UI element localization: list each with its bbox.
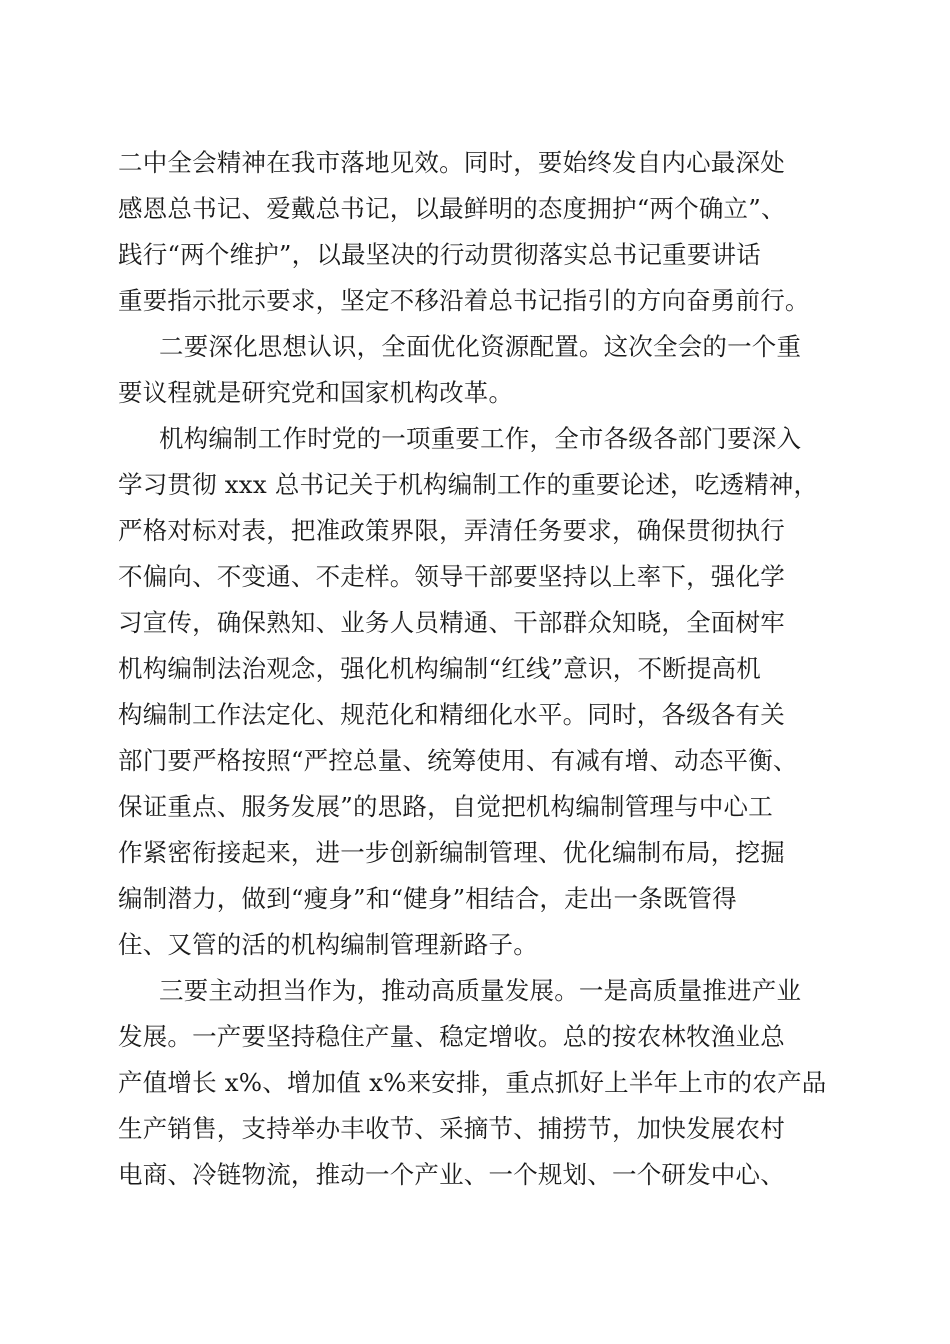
text-line: 不偏向、不变通、不走样。领导干部要坚持以上率下，强化学 — [118, 562, 785, 591]
text-line: 产值增长 x%、增加值 x%来安排，重点抓好上半年上市的农产品 — [118, 1068, 827, 1097]
text-line: 部门要严格按照“严控总量、统筹使用、有减有增、动态平衡、 — [118, 746, 798, 775]
paragraph-first-line: 二要深化思想认识，全面优化资源配置。这次全会的一个重 — [159, 332, 802, 361]
text-line: 习宣传，确保熟知、业务人员精通、干部群众知晓，全面树牢 — [118, 608, 785, 637]
text-line: 作紧密衔接起来，进一步创新编制管理、优化编制布局，挖掘 — [118, 838, 785, 867]
text-line: 严格对标对表，把准政策界限，弄清任务要求，确保贯彻执行 — [118, 516, 785, 545]
text-line: 学习贯彻 xxx 总书记关于机构编制工作的重要论述，吃透精神， — [118, 470, 819, 499]
text-line: 电商、冷链物流，推动一个产业、一个规划、一个研发中心、 — [118, 1160, 785, 1189]
text-line: 构编制工作法定化、规范化和精细化水平。同时，各级各有关 — [118, 700, 785, 729]
text-line: 保证重点、服务发展”的思路，自觉把机构编制管理与中心工 — [118, 792, 773, 821]
text-line: 践行“两个维护”，以最坚决的行动贯彻落实总书记重要讲话 — [118, 240, 761, 269]
paragraph-first-line: 三要主动担当作为，推动高质量发展。一是高质量推进产业 — [159, 976, 802, 1005]
text-line: 机构编制法治观念，强化机构编制“红线”意识，不断提高机 — [118, 654, 761, 683]
text-line: 编制潜力，做到“瘦身”和“健身”相结合，走出一条既管得 — [118, 884, 737, 913]
text-line: 住、又管的活的机构编制管理新路子。 — [118, 930, 538, 959]
text-line: 重要指示批示要求，坚定不移沿着总书记指引的方向奋勇前行。 — [118, 286, 810, 315]
text-line: 二中全会精神在我市落地见效。同时，要始终发自内心最深处 — [118, 148, 785, 177]
text-line: 生产销售，支持举办丰收节、采摘节、捕捞节，加快发展农村 — [118, 1114, 785, 1143]
text-line: 感恩总书记、爱戴总书记，以最鲜明的态度拥护“两个确立”、 — [118, 194, 786, 223]
text-line: 要议程就是研究党和国家机构改革。 — [118, 378, 514, 407]
text-line: 发展。一产要坚持稳住产量、稳定增收。总的按农林牧渔业总 — [118, 1022, 785, 1051]
paragraph-first-line: 机构编制工作时党的一项重要工作，全市各级各部门要深入 — [159, 424, 802, 453]
